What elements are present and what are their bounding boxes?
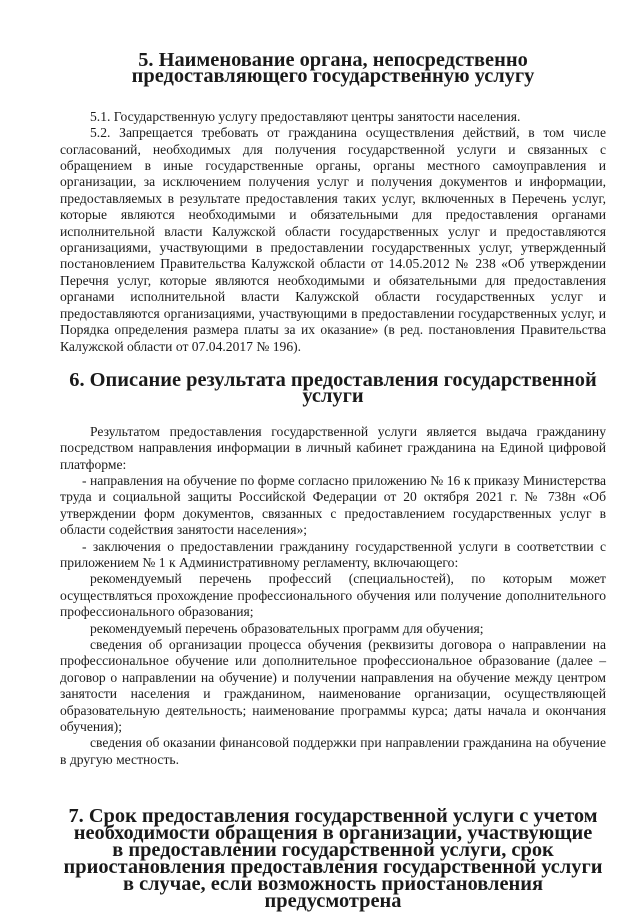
section-5-body: [60, 109, 606, 355]
section-6-body: [60, 424, 606, 769]
heading-line: в предоставлении государственной услуги, срок: [112, 839, 554, 862]
paragraph-6-professions: рекомендуемый перечень профессий (специальностей), по которым может осуществляться прохождение профессионального обучения или получение дополнительного профессионального образования;: [60, 571, 606, 620]
section-6-heading: 6. Описание результата предоставления государственной услуги: [69, 368, 597, 408]
paragraph-6-referral: - направления на обучение по форме согласно приложению № 16 к приказу Министерства труда и социальной защиты Российской Федерации от 20 октября 2021 г. № 738н «Об утверждении форм документов, связанных с предоставлением государственных услуг в области содействия занятости населения»;: [60, 472, 606, 538]
heading-line: приостановления предоставления государственной услуги: [63, 856, 603, 879]
heading-line: в случае, если возможность приостановления предусмотрена: [122, 873, 544, 912]
section-5-heading: [60, 49, 606, 88]
paragraph-6-conclusion: - заключения о предоставлении гражданину государственной услуги в соответствии с приложением № 1 к Административному регламенту, включающего:: [60, 538, 606, 570]
heading-line: необходимости обращения в организации, участвующие: [73, 822, 593, 845]
paragraph-5-2: 5.2. Запрещается требовать от гражданина осуществления действий, в том числе согласований, необходимых для получения государственной услуги и связанных с обращением в иные государственные органы, органы местного самоуправления и организации, за исключением получения услуг и получения документов и информации, предоставляемых в результате предоставления таких услуг, включенных в Перечень услуг, которые являются необходимыми и обязательными для предоставления органами исполнительной власти Калужской области государственных услуг и предоставляются организациями, участвующими в предоставлении государственных услуг, утвержденный постановлением Правительства Калужской области от 14.05.2012 № 238 «Об утверждении Перечня услуг, которые являются необходимыми и обязательными для предоставления органами исполнительной власти Калужской области государственных услуг и предоставляются организациями, участвующими в предоставлении государственных услуг, и Порядка определения размера платы за их оказание» (в ред. постановления Правительства Калужской области от 07.04.2017 № 196).: [60, 125, 606, 354]
heading-line: предоставляющего государственную услугу: [131, 65, 535, 88]
paragraph-5-1: 5.1. Государственную услугу предоставляют центры занятости населения.: [90, 108, 521, 124]
paragraph-6-financial-support: сведения об оказании финансовой поддержки при направлении гражданина на обучение в другую местность.: [60, 735, 606, 767]
paragraph-6-programs: рекомендуемый перечень образовательных программ для обучения;: [90, 620, 484, 636]
heading-line: 7. Срок предоставления государственной услуги с учетом: [68, 805, 598, 828]
paragraph-6-result: Результатом предоставления государственной услуги является выдача гражданину посредством направления информации в личный кабинет гражданина на Единой цифровой платформе:: [60, 423, 606, 472]
section-7-heading: [60, 805, 606, 912]
paragraph-6-training-info: сведения об организации процесса обучения (реквизиты договора о направлении на профессиональное обучение или дополнительное профессиональное образование (далее – договор о направлении на обучение) и получении направления на обучение между центром занятости населения и гражданином, наименование организации, осуществляющей образовательную деятельность; наименование программы курса; даты начала и окончания обучения);: [60, 637, 606, 735]
heading-line: 5. Наименование органа, непосредственно: [138, 49, 528, 71]
